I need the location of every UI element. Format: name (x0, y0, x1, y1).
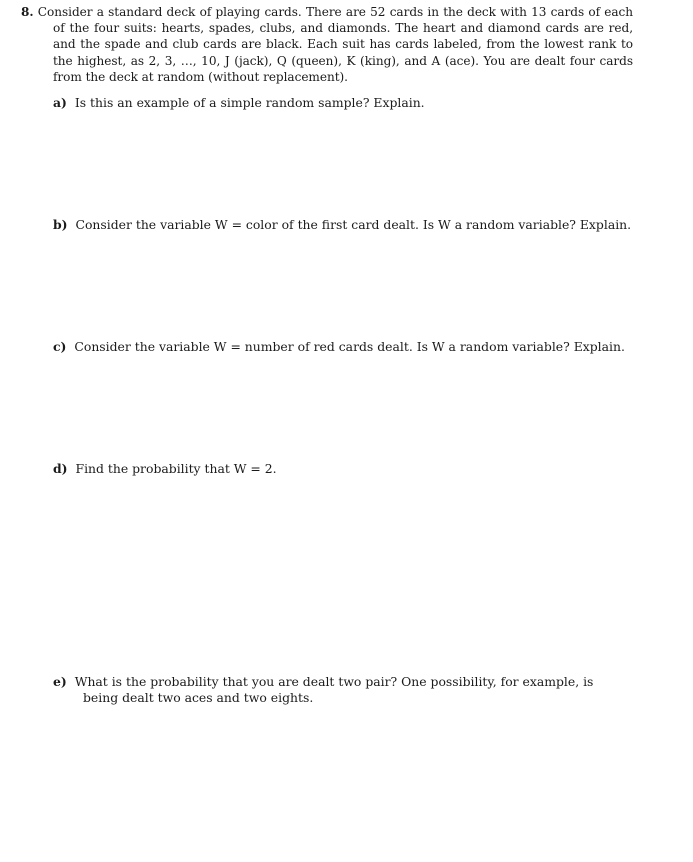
part-c (53, 339, 633, 355)
problem-8 (21, 4, 633, 85)
part-c-text: Consider the variable W = number of red cards dealt. Is W a random variable? Explain. (74, 339, 625, 354)
part-a (53, 95, 633, 111)
part-e-label: e) (53, 674, 67, 689)
problem-intro (21, 4, 633, 85)
part-e (53, 674, 631, 706)
part-e-text: What is the probability that you are dealt two pair? One possibility, for example, is being dealt two aces and two eights. (74, 674, 594, 706)
part-a-label: a) (53, 95, 67, 110)
part-a-text: Is this an example of a simple random sample? Explain. (74, 95, 425, 110)
part-c-label: c) (53, 339, 67, 354)
part-d-text: Find the probability that W = 2. (75, 461, 277, 476)
part-d-label: d) (53, 461, 68, 476)
part-d (53, 461, 633, 477)
part-b (53, 217, 633, 233)
part-b-text: Consider the variable W = color of the first card dealt. Is W a random variable? Explain. (75, 217, 632, 232)
problem-intro-text: Consider a standard deck of playing cards. There are 52 cards in the deck with 13 cards of each of the four suits: hearts, spades, clubs, and diamonds. The heart and diamond cards are red, and the spade and club cards are black. Each suit has cards labeled, from the lowest rank to the highest, as 2, 3, …, 10, J (jack), Q (queen), K (king), and A (ace). You are dealt four cards from the deck at random (without replacement). (37, 5, 634, 84)
problem-number: 8. (21, 5, 34, 19)
part-b-label: b) (53, 217, 68, 232)
